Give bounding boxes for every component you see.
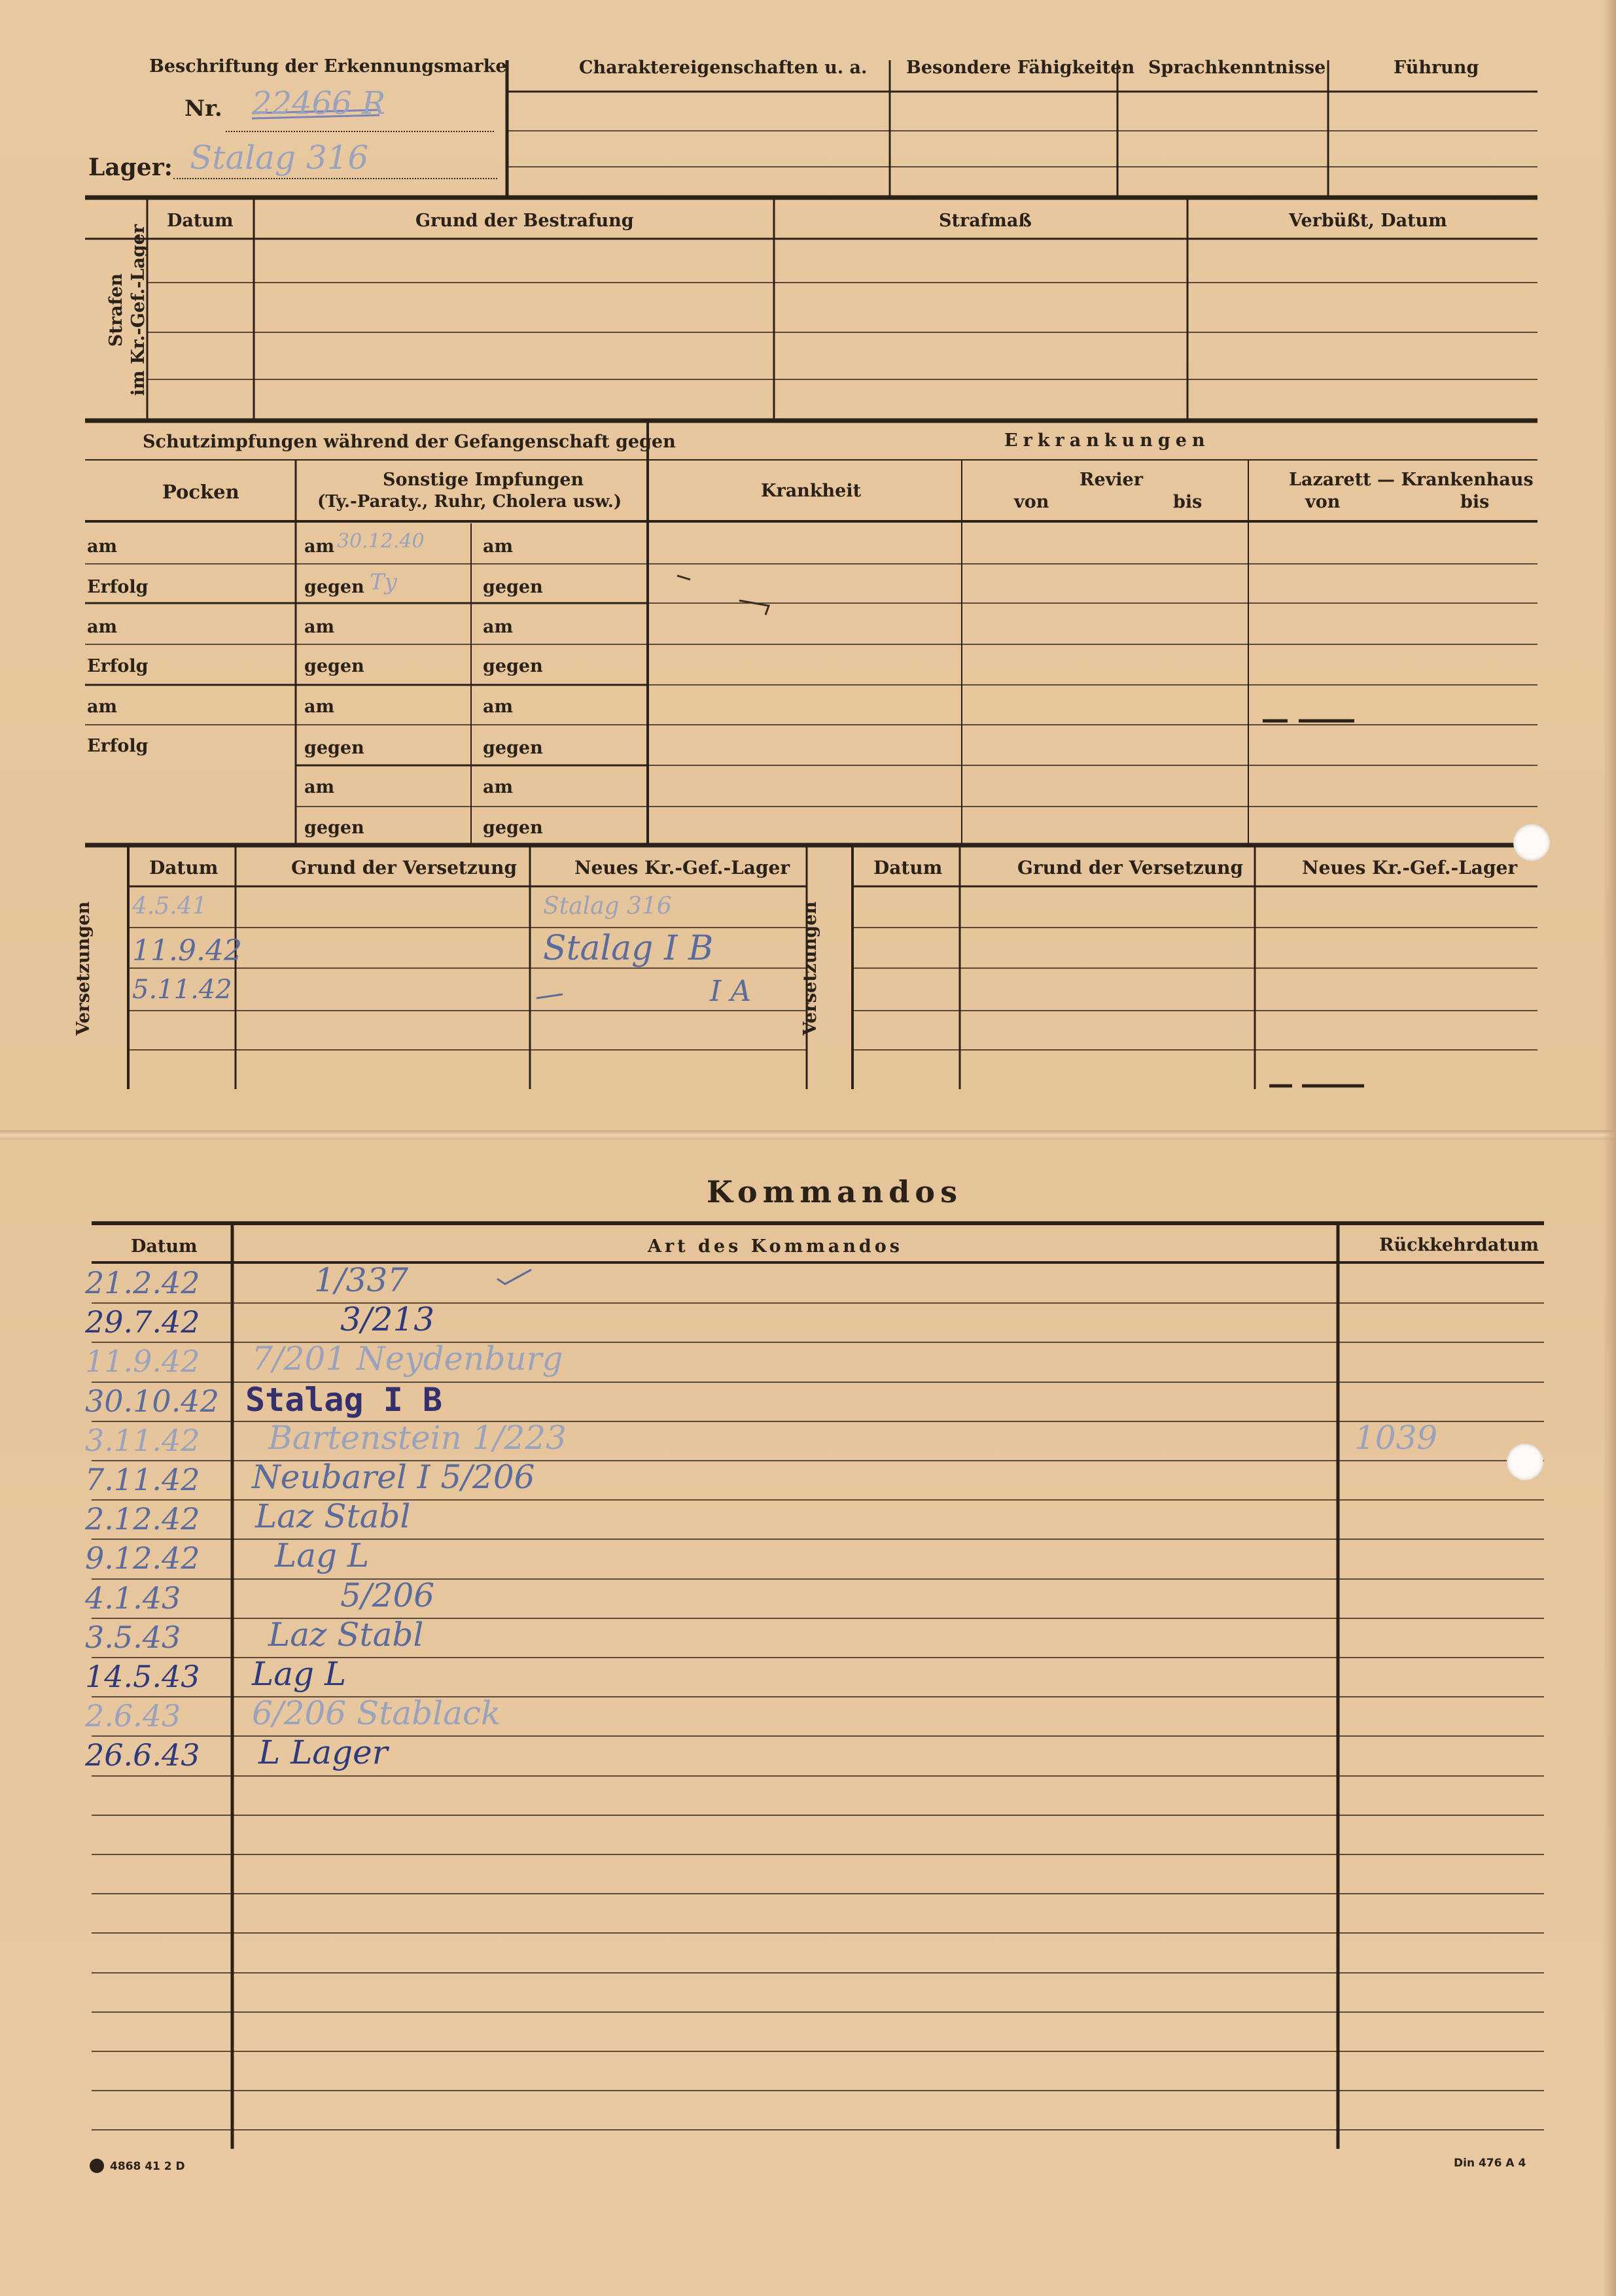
col-sonstige-1: Sonstige Impfungen [383, 470, 584, 490]
kommando-art: L Lager [258, 1733, 388, 1771]
nr-value: 22466 R [252, 85, 386, 122]
sonstige-am-4: am [304, 777, 335, 797]
printer-mark-icon [90, 2159, 104, 2173]
kommando-art: Lag L [275, 1537, 370, 1574]
kommando-art: Stalag I B [245, 1381, 443, 1419]
sonstige-am-2: am [304, 617, 335, 637]
kommando-datum: 21.2.42 [85, 1265, 200, 1300]
versetzungen-side-label-left: Versetzungen [73, 901, 94, 1036]
sonstige-gegen-1: gegen [304, 577, 364, 597]
kommando-datum: 2.6.43 [85, 1698, 181, 1733]
kommando-datum: 26.6.43 [85, 1737, 200, 1773]
pocken-am-1: am [87, 536, 118, 557]
kommando-datum: 2.12.42 [85, 1501, 200, 1537]
vers-col-grund-right: Grund der Versetzung [1017, 857, 1244, 878]
kommando-art: Bartenstein 1/223 [268, 1419, 567, 1457]
lager-dotted-line [173, 178, 497, 179]
vers-col-neues-left: Neues Kr.-Gef.-Lager [574, 857, 790, 878]
nr-dotted-line [226, 131, 494, 132]
sonstige-gegen-2: gegen [304, 656, 364, 676]
lazarett-bis: bis [1460, 492, 1490, 512]
kommando-datum: 7.11.42 [85, 1462, 200, 1497]
col-charakter: Charaktereigenschaften u. a. [579, 58, 868, 78]
vers-datum-1: 4.5.41 [132, 893, 207, 920]
komm-col-datum: Datum [131, 1236, 198, 1257]
sonstige-am-1-value: 30.12.40 [337, 530, 425, 553]
paper-edge [1603, 0, 1616, 2296]
col-fuehrung: Führung [1394, 58, 1479, 78]
kommando-datum: 11.9.42 [85, 1344, 200, 1379]
sonstige-am-1: am [304, 536, 335, 557]
kommando-art: Lag L [252, 1655, 347, 1693]
vers-datum-3: 5.11.42 [132, 975, 232, 1005]
col-faehigkeiten: Besondere Fähigkeiten [906, 58, 1135, 78]
punch-hole-2 [1507, 1444, 1543, 1480]
revier-von: von [1014, 492, 1049, 512]
pocken-am-2: am [87, 617, 118, 637]
print-code: 4868 41 2 D [110, 2160, 185, 2173]
paper-fold [0, 1130, 1616, 1139]
vers-col-neues-right: Neues Kr.-Gef.-Lager [1302, 857, 1518, 878]
kommando-art: Laz Stabl [268, 1616, 424, 1654]
punch-hole-1 [1513, 824, 1550, 861]
strafen-col-verbuesst: Verbüßt, Datum [1289, 211, 1447, 231]
vers-col-datum-right: Datum [873, 857, 943, 878]
kommando-datum: 14.5.43 [85, 1659, 200, 1694]
kommando-datum: 3.11.42 [85, 1423, 200, 1458]
vers-lager-2: Stalag I B [543, 929, 714, 968]
kommando-datum: 30.10.42 [85, 1383, 219, 1419]
erkennungsmarke-label: Beschriftung der Erkennungsmarke [149, 56, 507, 77]
revier-bis: bis [1173, 492, 1203, 512]
sonstige2-am-1: am [483, 536, 514, 557]
versetzungen-side-label-right: Versetzungen [800, 901, 821, 1036]
sonstige2-am-3: am [483, 697, 514, 717]
pocken-erfolg-2: Erfolg [87, 656, 149, 676]
lager-value: Stalag 316 [190, 139, 369, 177]
kommando-art: Laz Stabl [255, 1497, 411, 1535]
col-sprachen: Sprachkenntnisse [1148, 58, 1326, 78]
nr-label: Nr. [184, 96, 222, 122]
strafen-col-grund: Grund der Bestrafung [415, 211, 634, 231]
lazarett-von: von [1305, 492, 1341, 512]
kommando-datum: 4.1.43 [85, 1580, 181, 1616]
kommando-art: 3/213 [340, 1300, 435, 1338]
vers-lager-1: Stalag 316 [543, 893, 672, 920]
col-sonstige-2: (Ty.-Paraty., Ruhr, Cholera usw.) [317, 492, 622, 512]
col-revier: Revier [1080, 470, 1143, 490]
sonstige-gegen-1-value: Ty [370, 569, 397, 595]
strafen-col-datum: Datum [167, 211, 234, 231]
sonstige2-gegen-4: gegen [483, 818, 543, 838]
impfungen-title: Schutzimpfungen während der Gefangenschaft gegen [143, 432, 676, 452]
strafen-col-strafmass: Strafmaß [939, 211, 1032, 231]
sonstige-gegen-3: gegen [304, 738, 364, 758]
erkrankungen-title: Erkrankungen [1004, 430, 1210, 451]
sonstige2-gegen-3: gegen [483, 738, 543, 758]
col-pocken: Pocken [162, 481, 239, 503]
strafen-side-label: Strafen im Kr.-Gef.-Lager [106, 224, 149, 396]
lager-label: Lager: [88, 154, 173, 181]
pocken-am-3: am [87, 697, 118, 717]
pocken-erfolg-3: Erfolg [87, 736, 149, 756]
kommando-datum: 29.7.42 [85, 1304, 200, 1340]
din-label: Din 476 A 4 [1454, 2157, 1526, 2170]
kommando-art: 7/201 Neydenburg [252, 1340, 563, 1378]
vers-datum-2: 11.9.42 [132, 934, 242, 967]
sonstige-am-3: am [304, 697, 335, 717]
kommando-art: 6/206 Stablack [252, 1694, 501, 1732]
komm-col-art: Art des Kommandos [648, 1236, 903, 1257]
pocken-erfolg-1: Erfolg [87, 577, 149, 597]
sonstige2-gegen-1: gegen [483, 577, 543, 597]
kommando-art: Neubarel I 5/206 [252, 1458, 535, 1496]
sonstige-gegen-4: gegen [304, 818, 364, 838]
kommando-art: 1/337 [314, 1261, 409, 1299]
kommando-datum: 9.12.42 [85, 1540, 200, 1576]
kommando-art: 5/206 [340, 1576, 435, 1614]
kommando-datum: 3.5.43 [85, 1620, 181, 1655]
col-krankheit: Krankheit [761, 481, 862, 501]
sonstige2-am-4: am [483, 777, 514, 797]
kommandos-title: Kommandos [707, 1174, 962, 1209]
komm-col-rueckkehr: Rückkehrdatum [1379, 1235, 1539, 1255]
sonstige2-am-2: am [483, 617, 514, 637]
vers-col-grund-left: Grund der Versetzung [291, 857, 518, 878]
kommando-rueckkehr: 1039 [1354, 1419, 1438, 1457]
vers-col-datum-left: Datum [149, 857, 219, 878]
sonstige2-gegen-2: gegen [483, 656, 543, 676]
vers-lager-3: I A [710, 975, 752, 1008]
col-lazarett: Lazarett — Krankenhaus [1289, 470, 1534, 490]
